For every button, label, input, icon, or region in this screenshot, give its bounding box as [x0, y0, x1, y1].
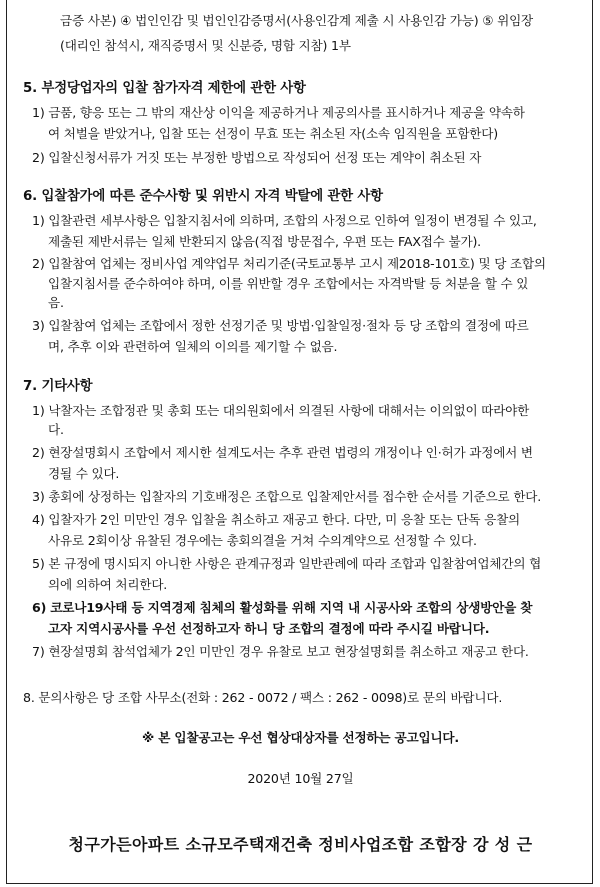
section-6-item-1-line-1: 1) 입찰관련 세부사항은 입찰지침서에 의하며, 조합의 사정으로 인하여 일정이 변경될 수 있고, [32, 213, 537, 228]
section-6-item-2-line-3: 음. [48, 295, 64, 310]
section-7-item-1-line-1: 1) 낙찰자는 조합정관 및 총회 또는 대의원회에서 의결된 사항에 대해서는 이의없이 따라야한 [32, 403, 530, 418]
top-line-2: (대리인 참석시, 재직증명서 및 신분증, 명함 지참) 1부 [60, 38, 351, 53]
section-6-item-3-line-1: 3) 입찰참여 업체는 조합에서 정한 선정기준 및 방법·입찰일정·절차 등 당 조합의 결정에 따르 [32, 318, 529, 333]
section-7-item-5-line-2: 의에 의하여 처리한다. [48, 577, 168, 592]
section-7-item-4-line-1: 4) 입찰자가 2인 미만인 경우 입찰을 취소하고 재공고 한다. 다만, 미 응찰 또는 단독 응찰의 [32, 512, 521, 527]
section-7-item-4-line-2: 사유로 2회이상 유찰된 경우에는 총회의결을 거쳐 수의계약으로 선정할 수 있다. [48, 533, 477, 548]
section-5-item-1-line-2: 여 처벌을 받았거나, 입찰 또는 선정이 무효 또는 취소된 자(소속 임직원을 포함한다) [48, 126, 498, 141]
notice: ※ 본 입찰공고는 우선 협상대상자를 선정하는 공고입니다. [142, 730, 459, 745]
section-5-item-1-line-1: 1) 금품, 향응 또는 그 밖의 재산상 이익을 제공하거나 제공의사를 표시하거나 제공을 약속하 [32, 105, 525, 120]
section-7-item-1-line-2: 다. [48, 422, 64, 437]
signature-line: 청구가든아파트 소규모주택재건축 정비사업조합 조합장 강 성 근 [68, 835, 533, 854]
section-6-title: 6. 입찰참가에 따른 준수사항 및 위반시 자격 박탈에 관한 사항 [23, 189, 383, 204]
announcement-date: 2020년 10월 27일 [247, 771, 354, 786]
section-7-item-2-line-2: 경될 수 있다. [48, 466, 120, 481]
section-6-item-2-line-1: 2) 입찰참여 업체는 정비사업 계약업무 처리기준(국토교통부 고시 제2018-101호) 및 당 조합의 [32, 256, 546, 271]
section-7-title: 7. 기타사항 [23, 379, 93, 394]
section-7-item-5-line-1: 5) 본 규정에 명시되지 아니한 사항은 관계규정과 일반관례에 따라 조합과 입찰참여업체간의 협 [32, 556, 542, 571]
section-7-item-6-line-1: 6) 코로나19사태 등 지역경제 침체의 활성화를 위해 지역 내 시공사와 조합의 상생방안을 찾 [32, 600, 533, 615]
section-7-item-7: 7) 현장설명회 참석업체가 2인 미만인 경우 유찰로 보고 현장설명회를 취소하고 재공고 한다. [32, 644, 529, 659]
section-5-item-2: 2) 입찰신청서류가 거짓 또는 부정한 방법으로 작성되어 선정 또는 계약이 취소된 자 [32, 150, 482, 165]
document-page [6, 0, 593, 884]
section-7-item-6-line-2: 고자 지역시공사를 우선 선정하고자 하니 당 조합의 결정에 따라 주시길 바랍니다. [48, 621, 490, 636]
section-8: 8. 문의사항은 당 조합 사무소(전화 : 262 - 0072 / 팩스 : 262 - 0098)로 문의 바랍니다. [23, 690, 503, 705]
section-7-item-2-line-1: 2) 현장설명회시 조합에서 제시한 설계도서는 추후 관련 법령의 개정이나 인·허가 과정에서 변 [32, 445, 533, 460]
top-line-1: 금증 사본) ④ 법인인감 및 법인인감증명서(사용인감계 제출 시 사용인감 가능) ⑤ 위임장 [60, 13, 534, 28]
section-5-title: 5. 부정당업자의 입찰 참가자격 제한에 관한 사항 [23, 81, 306, 96]
section-6-item-3-line-2: 며, 추후 이와 관련하여 일체의 이의를 제기할 수 없음. [48, 339, 338, 354]
section-7-item-3: 3) 총회에 상정하는 입찰자의 기호배정은 조합으로 입찰제안서를 접수한 순서를 기준으로 한다. [32, 489, 542, 504]
section-6-item-2-line-2: 입찰지침서를 준수하여야 하며, 이를 위반할 경우 조합에서는 자격박탈 등 처분을 할 수 있 [48, 276, 529, 291]
section-6-item-1-line-2: 제출된 제반서류는 일체 반환되지 않음(직접 방문접수, 우편 또는 FAX접수 불가). [48, 234, 481, 249]
